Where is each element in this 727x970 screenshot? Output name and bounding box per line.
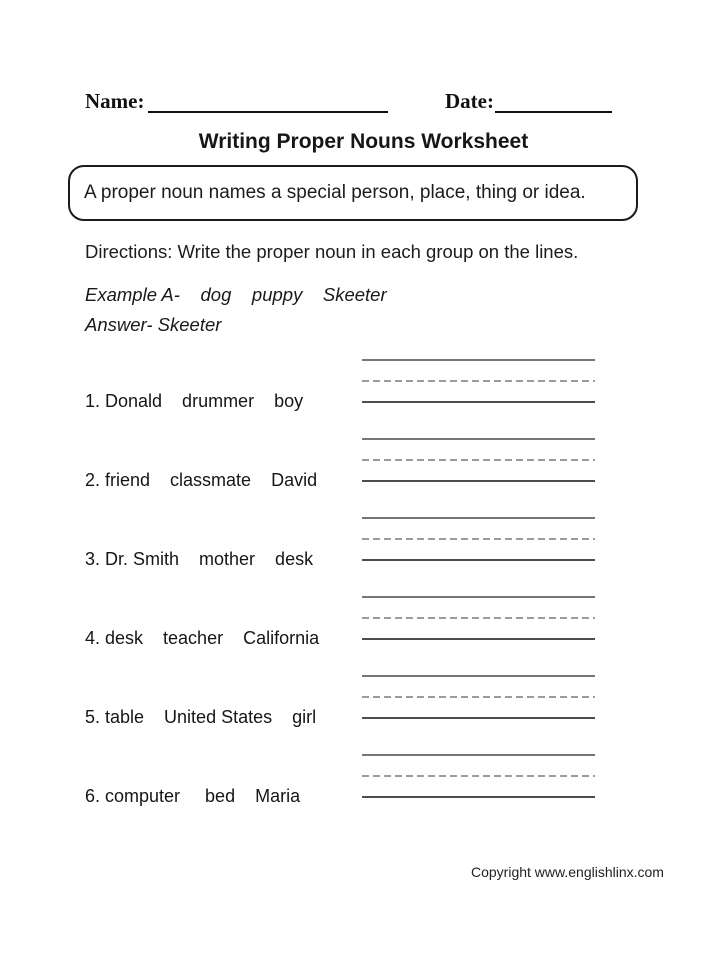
item-2-words: 2. friend classmate David [85,470,318,490]
writing-line-solid-top [362,517,595,519]
date-blank-line [495,111,612,113]
example-prompt: Example A- dog puppy Skeeter [85,284,387,305]
writing-line-solid-bottom [362,638,595,640]
name-label: Name: [85,89,145,113]
item-row-3 [0,517,727,567]
writing-line-solid-top [362,438,595,440]
writing-line-solid-bottom [362,480,595,482]
writing-line-dashed [362,696,595,698]
definition-box [68,165,638,221]
writing-line-dashed [362,380,595,382]
item-6-words: 6. computer bed Maria [85,786,301,806]
item-row-6 [0,754,727,804]
example-answer: Answer- Skeeter [85,314,222,335]
definition-text: A proper noun names a special person, place, thing or idea. [84,182,586,203]
writing-line-dashed [362,617,595,619]
writing-line-solid-bottom [362,559,595,561]
item-5-words: 5. table United States girl [85,707,317,727]
item-4-words: 4. desk teacher California [85,628,320,648]
writing-line-dashed [362,775,595,777]
writing-line-solid-bottom [362,401,595,403]
date-label: Date: [445,89,494,113]
directions-text: Directions: Write the proper noun in each group on the lines. [85,241,579,262]
item-3-words: 3. Dr. Smith mother desk [85,549,314,569]
writing-line-dashed [362,538,595,540]
item-row-1 [0,359,727,409]
writing-line-solid-bottom [362,717,595,719]
item-row-4 [0,596,727,646]
item-row-5 [0,675,727,725]
writing-line-solid-top [362,754,595,756]
writing-line-dashed [362,459,595,461]
writing-line-solid-top [362,596,595,598]
page-title: Writing Proper Nouns Worksheet [198,130,529,153]
copyright-text: Copyright www.englishlinx.com [471,864,664,880]
writing-line-solid-top [362,359,595,361]
writing-line-solid-bottom [362,796,595,798]
name-blank-line [148,111,388,113]
writing-line-solid-top [362,675,595,677]
item-row-2 [0,438,727,488]
item-1-words: 1. Donald drummer boy [85,391,304,411]
